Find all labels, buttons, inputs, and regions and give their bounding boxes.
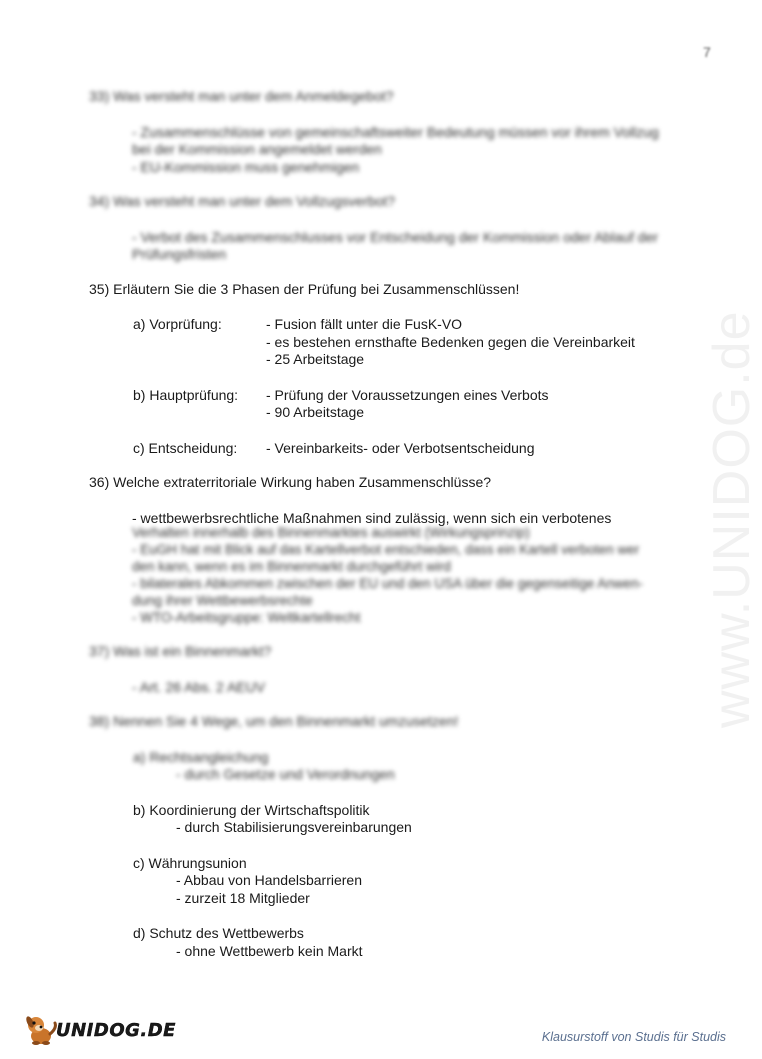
watermark: www.UNIDOG.de xyxy=(703,310,761,728)
phase-label: a) Vorprüfung: xyxy=(133,316,222,332)
way-title: b) Koordinierung der Wirtschaftspolitik xyxy=(133,801,370,818)
answer-line: dung ihrer Wettbewerbsrechte xyxy=(132,593,313,608)
phase-label: c) Entscheidung: xyxy=(133,439,238,456)
document-body xyxy=(89,88,709,960)
phase-line: - Vereinbarkeits- oder Verbotsentscheidung xyxy=(266,439,535,456)
answer-list-34 xyxy=(132,229,709,264)
answer-item: - wettbewerbsrechtliche Maßnahmen sind zulässig, wenn sich ein verbotenes xyxy=(132,509,612,526)
answer-item: - Zusammenschlüsse von gemeinschaftsweiter Bedeutung müssen vor ihrem Vollzug xyxy=(132,123,659,140)
question-35: 35) Erläutern Sie die 3 Phasen der Prüfung bei Zusammenschlüssen! xyxy=(89,280,520,297)
question-38: 38) Nennen Sie 4 Wege, um den Binnenmarkt umzusetzen! xyxy=(89,713,459,729)
way-item xyxy=(133,749,709,784)
blurred-answer-list-36 xyxy=(132,524,709,626)
way-title: c) Währungsunion xyxy=(133,854,247,871)
phase-row xyxy=(133,316,709,369)
answer-line: den kann, wenn es im Binnenmarkt durchgeführt wird xyxy=(132,559,451,574)
way-sub: - zurzeit 18 Mitglieder xyxy=(176,889,310,906)
way-sub: - ohne Wettbewerb kein Markt xyxy=(176,942,363,959)
way-item xyxy=(133,855,709,908)
question-35-block xyxy=(89,281,709,458)
phase-label: b) Hauptprüfung: xyxy=(133,386,239,403)
way-sub: - Abbau von Handelsbarrieren xyxy=(176,872,363,888)
way-sub: - durch Stabilisierungsvereinbarungen xyxy=(176,819,412,835)
answer-line: - bilaterales Abkommen zwischen der EU und den USA über die gegenseitige Anwen- xyxy=(132,576,644,591)
phase-line: - 25 Arbeitstage xyxy=(266,351,365,367)
answer-item: - Verbot des Zusammenschlusses vor Entscheidung der Kommission oder Ablauf der xyxy=(132,228,659,245)
question-37-block xyxy=(89,643,709,696)
question-34-block xyxy=(89,193,709,264)
dog-mascot-icon xyxy=(24,1014,58,1046)
phase-row xyxy=(133,387,709,422)
answer-line: Verhalten innerhalb des Binnenmarktes auswirkt (Wirkungsprinzip) xyxy=(132,525,530,540)
way-title: d) Schutz des Wettbewerbs xyxy=(133,925,304,941)
question-38-block xyxy=(89,713,709,960)
way-sub: - durch Gesetze und Verordnungen xyxy=(176,766,395,782)
unidog-logo[interactable] xyxy=(24,1014,176,1046)
question-37: 37) Was ist ein Binnenmarkt? xyxy=(89,643,272,659)
way-item xyxy=(133,925,709,960)
question-33-block xyxy=(89,88,709,176)
question-33: 33) Was versteht man unter dem Anmeldegebot? xyxy=(89,88,394,104)
phase-row xyxy=(133,440,709,458)
way-item xyxy=(133,802,709,837)
phase-line: - Prüfung der Voraussetzungen eines Verbots xyxy=(266,386,549,403)
logo-text: UNIDOG.DE xyxy=(56,1019,176,1041)
phase-line: - es bestehen ernsthafte Bedenken gegen die Vereinbarkeit xyxy=(266,333,635,350)
answer-item: - EU-Kommission muss genehmigen xyxy=(132,158,360,175)
question-36: 36) Welche extraterritoriale Wirkung haben Zusammenschlüsse? xyxy=(89,474,492,490)
answer-list-33 xyxy=(132,124,709,177)
answer-line: - EuGH hat mit Blick auf das Kartellverbot entschieden, dass ein Kartell verboten wer xyxy=(132,542,640,557)
answer-item: bei der Kommission angemeldet werden xyxy=(132,141,382,157)
question-34: 34) Was versteht man unter dem Vollzugsverbot? xyxy=(89,193,396,209)
answer-item: - Art. 26 Abs. 2 AEUV xyxy=(132,678,266,695)
footer-tagline: Klausurstoff von Studis für Studis xyxy=(541,1030,726,1044)
answer-item: Prüfungsfristen xyxy=(132,246,227,262)
phase-line: - Fusion fällt unter die FusK-VO xyxy=(266,316,463,332)
page-number: 7 xyxy=(703,44,711,60)
way-title: a) Rechtsangleichung xyxy=(133,748,269,765)
answer-line: - WTO-Arbeitsgruppe: Weltkartellrecht xyxy=(132,610,361,625)
question-36-block xyxy=(89,474,709,626)
phase-line: - 90 Arbeitstage xyxy=(266,404,365,420)
